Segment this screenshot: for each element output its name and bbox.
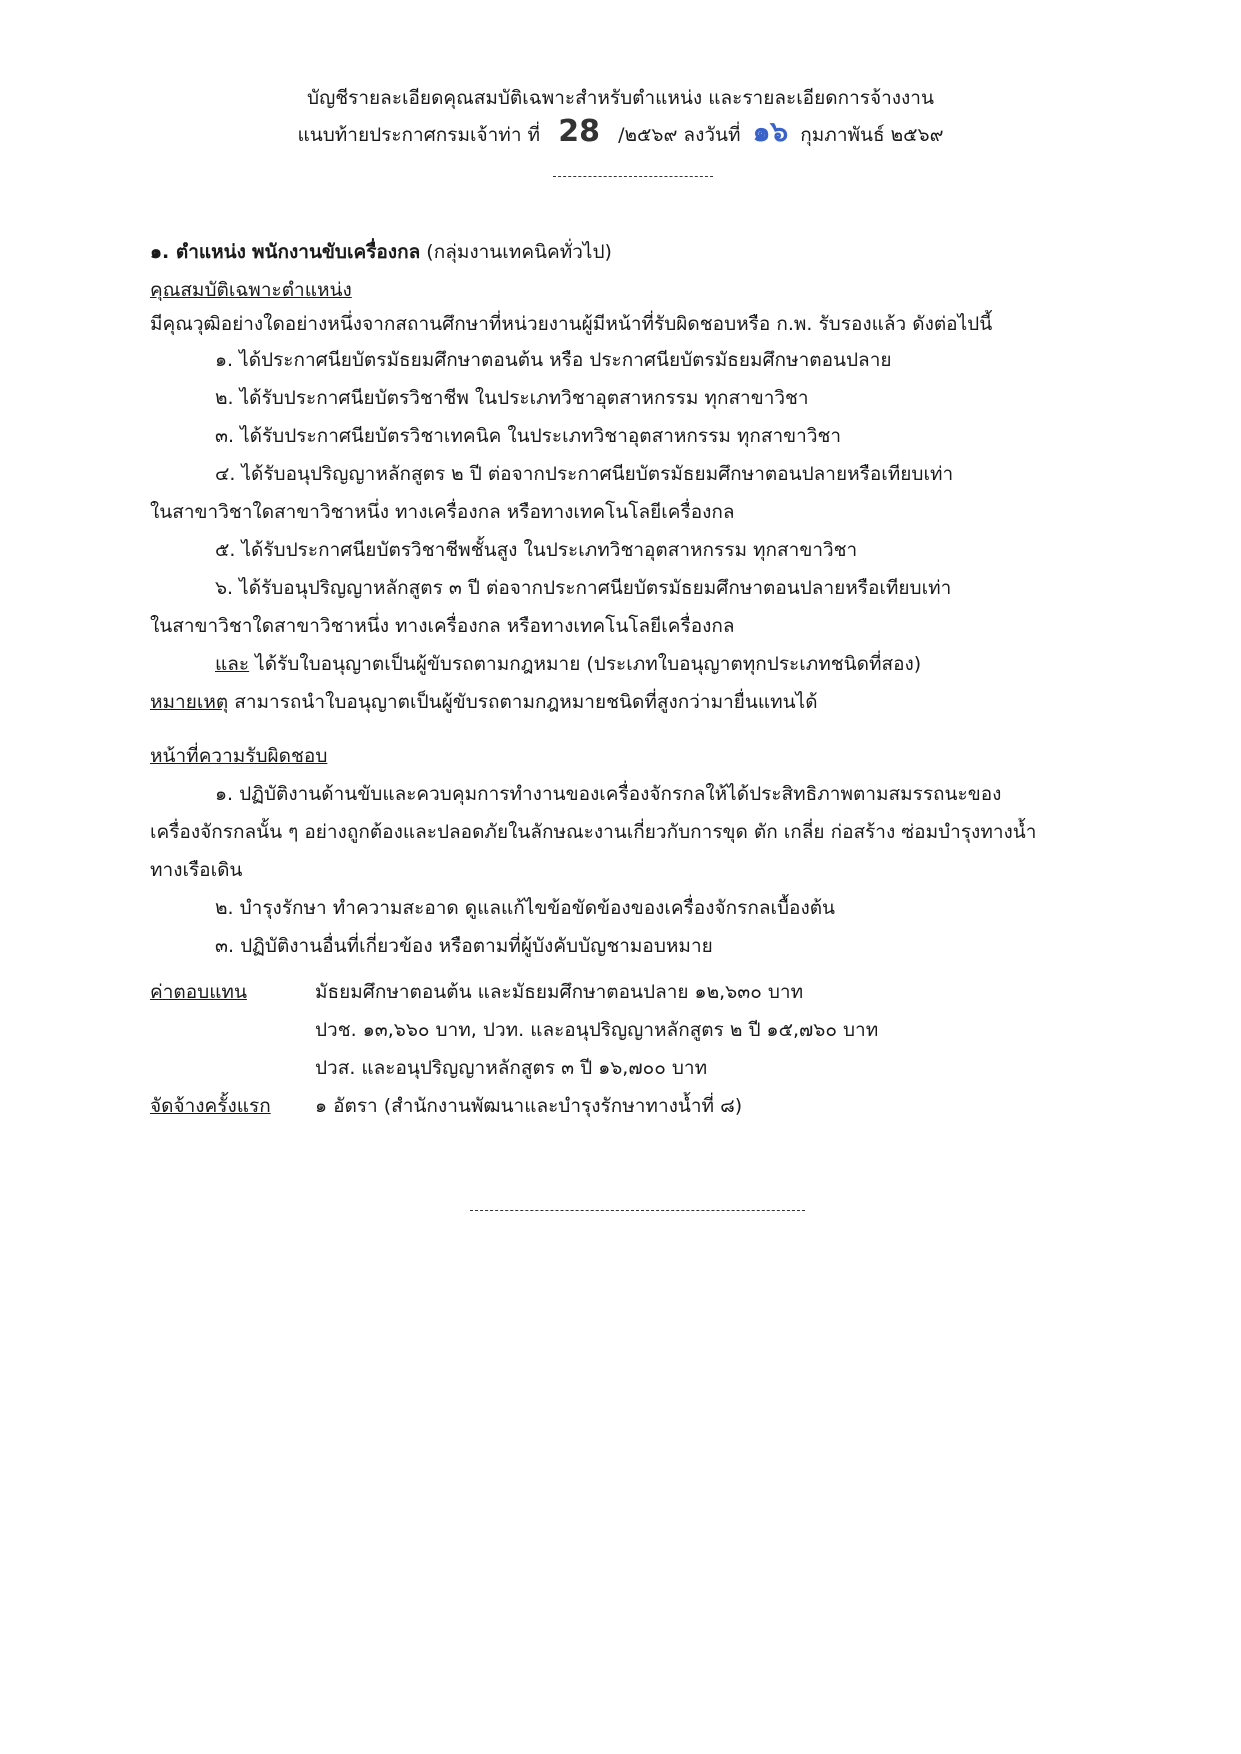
note-text: สามารถนำใบอนุญาตเป็นผู้ขับรถตามกฎหมายชนิดที่สูงกว่ามายื่นแทนได้	[234, 691, 818, 713]
announcement-line	[0, 114, 1241, 149]
compensation-line: ปวช. ๑๓,๖๖๐ บาท, ปวท. และอนุปริญญาหลักสูตร ๒ ปี ๑๕,๗๖๐ บาท	[315, 1019, 879, 1041]
qualification-item: ๖. ได้รับอนุปริญญาหลักสูตร ๓ ปี ต่อจากประกาศนียบัตรมัธยมศึกษาตอนปลายหรือเทียบเท่า	[215, 577, 952, 599]
qualification-item: ๒. ได้รับประกาศนียบัตรวิชาชีพ ในประเภทวิชาอุตสาหกรรม ทุกสาขาวิชา	[215, 387, 809, 409]
and-label: และ	[215, 653, 250, 675]
position-group: (กลุ่มงานเทคนิคทั่วไป)	[426, 241, 612, 263]
qualifications-heading: คุณสมบัติเฉพาะตำแหน่ง	[150, 279, 352, 301]
end-divider	[470, 1210, 805, 1211]
title-divider	[553, 176, 713, 177]
license-requirement	[215, 650, 921, 678]
qualification-item-cont: ในสาขาวิชาใดสาขาวิชาหนึ่ง ทางเครื่องกล หรือทางเทคโนโลยีเครื่องกล	[150, 615, 735, 637]
qualification-item: ๓. ได้รับประกาศนียบัตรวิชาเทคนิค ในประเภทวิชาอุตสาหกรรม ทุกสาขาวิชา	[215, 425, 842, 447]
qualification-item: ๕. ได้รับประกาศนียบัตรวิชาชีพชั้นสูง ในประเภทวิชาอุตสาหกรรม ทุกสาขาวิชา	[215, 539, 858, 561]
announcement-number: 28	[558, 114, 600, 149]
qualifications-intro: มีคุณวุฒิอย่างใดอย่างหนึ่งจากสถานศึกษาที่หน่วยงานผู้มีหน้าที่รับผิดชอบหรือ ก.พ. รับรองแล้ว ดังต่อไปนี้	[150, 313, 993, 335]
compensation-label: ค่าตอบแทน	[150, 981, 247, 1003]
qualification-item: ๔. ได้รับอนุปริญญาหลักสูตร ๒ ปี ต่อจากประกาศนียบัตรมัธยมศึกษาตอนปลายหรือเทียบเท่า	[215, 463, 954, 485]
note	[150, 688, 818, 716]
position-heading	[150, 238, 612, 266]
document-title: บัญชีรายละเอียดคุณสมบัติเฉพาะสำหรับตำแหน่ง และรายละเอียดการจ้างงาน	[307, 87, 934, 109]
first-hire-value: ๑ อัตรา (สำนักงานพัฒนาและบำรุงรักษาทางน้ำที่ ๘)	[315, 1095, 743, 1117]
duty-line: ทางเรือเดิน	[150, 859, 243, 881]
compensation-line: ปวส. และอนุปริญญาหลักสูตร ๓ ปี ๑๖,๗๐๐ บาท	[315, 1057, 708, 1079]
duties-heading: หน้าที่ความรับผิดชอบ	[150, 745, 328, 767]
duty-line: เครื่องจักรกลนั้น ๆ อย่างถูกต้องและปลอดภัยในลักษณะงานเกี่ยวกับการขุด ตัก เกลี่ย ก่อสร้าง ซ่อมบำรุงทางน้ำ	[150, 821, 1037, 843]
year-suffix: /๒๕๖๙	[618, 124, 678, 146]
month-year: กุมภาพันธ์ ๒๕๖๙	[800, 124, 944, 146]
license-text: ได้รับใบอนุญาตเป็นผู้ขับรถตามกฎหมาย (ประเภทใบอนุญาตทุกประเภทชนิดที่สอง)	[255, 653, 922, 675]
qualification-item: ๑. ได้ประกาศนียบัตรมัธยมศึกษาตอนต้น หรือ ประกาศนียบัตรมัธยมศึกษาตอนปลาย	[215, 349, 892, 371]
attach-prefix: แนบท้ายประกาศกรมเจ้าท่า ที่	[297, 124, 541, 146]
qualification-item-cont: ในสาขาวิชาใดสาขาวิชาหนึ่ง ทางเครื่องกล หรือทางเทคโนโลยีเครื่องกล	[150, 501, 735, 523]
date-prefix: ลงวันที่	[683, 124, 741, 146]
duty-line: ๓. ปฏิบัติงานอื่นที่เกี่ยวข้อง หรือตามที่ผู้บังคับบัญชามอบหมาย	[215, 935, 713, 957]
duty-line: ๒. บำรุงรักษา ทำความสะอาด ดูแลแก้ไขข้อขัดข้องของเครื่องจักรกลเบื้องต้น	[215, 897, 836, 919]
first-hire-label: จัดจ้างครั้งแรก	[150, 1095, 271, 1117]
day-handwritten: ๑๖	[752, 115, 789, 148]
compensation-line: มัธยมศึกษาตอนต้น และมัธยมศึกษาตอนปลาย ๑๒,๖๓๐ บาท	[315, 981, 804, 1003]
duty-line: ๑. ปฏิบัติงานด้านขับและควบคุมการทำงานของเครื่องจักรกลให้ได้ประสิทธิภาพตามสมรรถนะของ	[215, 783, 1002, 805]
position-number: ๑. ตำแหน่ง	[150, 241, 246, 263]
position-name: พนักงานขับเครื่องกล	[251, 241, 421, 263]
note-label: หมายเหตุ	[150, 691, 229, 713]
